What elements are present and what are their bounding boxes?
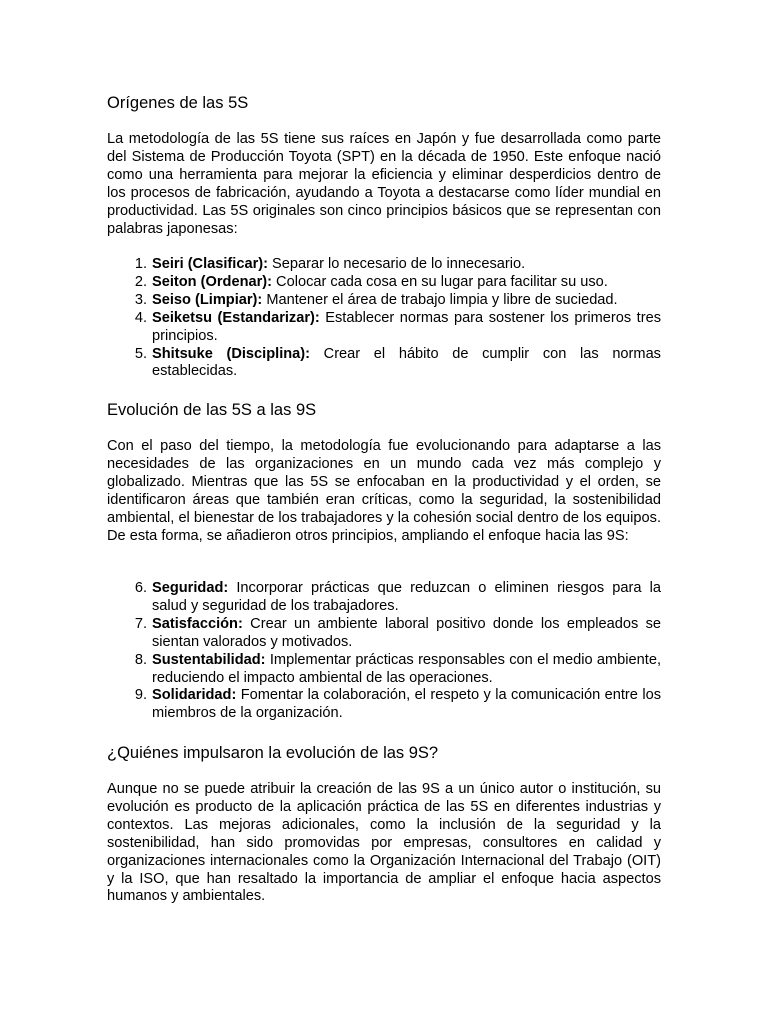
list-item [107, 256, 661, 274]
list-item-number: 4. [134, 309, 147, 326]
section-paragraph-evolucion: Con el paso del tiempo, la metodología fue evolucionando para adaptarse a las necesidades de las organizaciones en un mundo cada vez más complejo y globalizado. Mientras que las 5S se enfocaban en la productividad y el orden, se identificaron áreas que también eran críticas, como la seguridad, la sostenibilidad ambiental, el bienestar de los trabajadores y la cohesión social dentro de los equipos. De esta forma, se añadieron otros principios, ampliando el enfoque hacia las 9S: [107, 438, 661, 544]
list-item-term: Satisfacción: [152, 615, 243, 632]
list-item-description: Crear un ambiente laboral positivo donde los empleados se sientan valorados y motivados. [152, 615, 661, 650]
list-item [107, 687, 661, 723]
list-item-number: 5. [134, 345, 147, 362]
principles-list-5s [107, 256, 661, 381]
list-item [107, 580, 661, 616]
list-item-number: 2. [134, 273, 147, 290]
section-heading-evolucion: Evolución de las 5S a las 9S [107, 401, 317, 419]
list-item-description: Incorporar prácticas que reduzcan o eliminen riesgos para la salud y seguridad de los trabajadores. [152, 580, 661, 614]
list-item-term: Solidaridad: [152, 687, 237, 704]
list-item-term: Seiketsu (Estandarizar): [152, 309, 320, 326]
list-item-number: 3. [134, 291, 147, 308]
list-item-number: 1. [134, 256, 147, 272]
list-item-description: Establecer normas para sostener los primeros tres principios. [152, 309, 661, 344]
list-item-number: 9. [134, 687, 147, 704]
list-item-term: Shitsuke (Disciplina): [152, 345, 310, 362]
list-item-description: Crear el hábito de cumplir con las normas establecidas. [152, 345, 661, 380]
list-item [107, 310, 661, 346]
list-item-term: Seiso (Limpiar): [152, 291, 263, 308]
list-item-description: Colocar cada cosa en su lugar para facilitar su uso. [272, 273, 608, 290]
list-item [107, 292, 661, 310]
list-item-number: 7. [134, 615, 147, 632]
list-item-term: Seiri (Clasificar): [152, 256, 268, 272]
list-item-description: Separar lo necesario de lo innecesario. [267, 256, 526, 272]
section-heading-impulsores: ¿Quiénes impulsaron la evolución de las 9S? [107, 744, 439, 762]
list-item-description: Implementar prácticas responsables con el medio ambiente, reduciendo el impacto ambiental de las operaciones. [152, 651, 661, 686]
list-item-term: Seiton (Ordenar): [152, 273, 272, 290]
list-item-term: Seguridad: [152, 580, 229, 596]
list-item-description: Fomentar la colaboración, el respeto y la comunicación entre los miembros de la organización. [152, 687, 661, 722]
list-item [107, 274, 661, 292]
section-paragraph-origenes: La metodología de las 5S tiene sus raíces en Japón y fue desarrollada como parte del Sistema de Producción Toyota (SPT) en la década de 1950. Este enfoque nació como una herramienta para mejorar la eficiencia y eliminar desperdicios dentro de los procesos de fabricación, ayudando a Toyota a destacarse como líder mundial en productividad. Las 5S originales son cinco principios básicos que se representan con palabras japonesas: [107, 131, 661, 237]
list-item-number: 8. [134, 651, 147, 668]
list-item [107, 652, 661, 688]
section-heading-origenes: Orígenes de las 5S [107, 94, 249, 112]
principles-list-9s [107, 580, 661, 723]
list-item-description: Mantener el área de trabajo limpia y libre de suciedad. [262, 291, 618, 308]
list-item-number: 6. [134, 580, 147, 596]
section-paragraph-impulsores: Aunque no se puede atribuir la creación de las 9S a un único autor o institución, su evolución es producto de la aplicación práctica de las 5S en diferentes industrias y contextos. Las mejoras adicionales, como la inclusión de la seguridad y la sostenibilidad, han sido promovidas por empresas, consultores en calidad y organizaciones internacionales como la Organización Internacional del Trabajo (OIT) y la ISO, que han resaltado la importancia de ampliar el enfoque hacia aspectos humanos y ambientales. [107, 781, 661, 905]
list-item-term: Sustentabilidad: [152, 651, 266, 668]
list-item [107, 346, 661, 382]
list-item [107, 616, 661, 652]
